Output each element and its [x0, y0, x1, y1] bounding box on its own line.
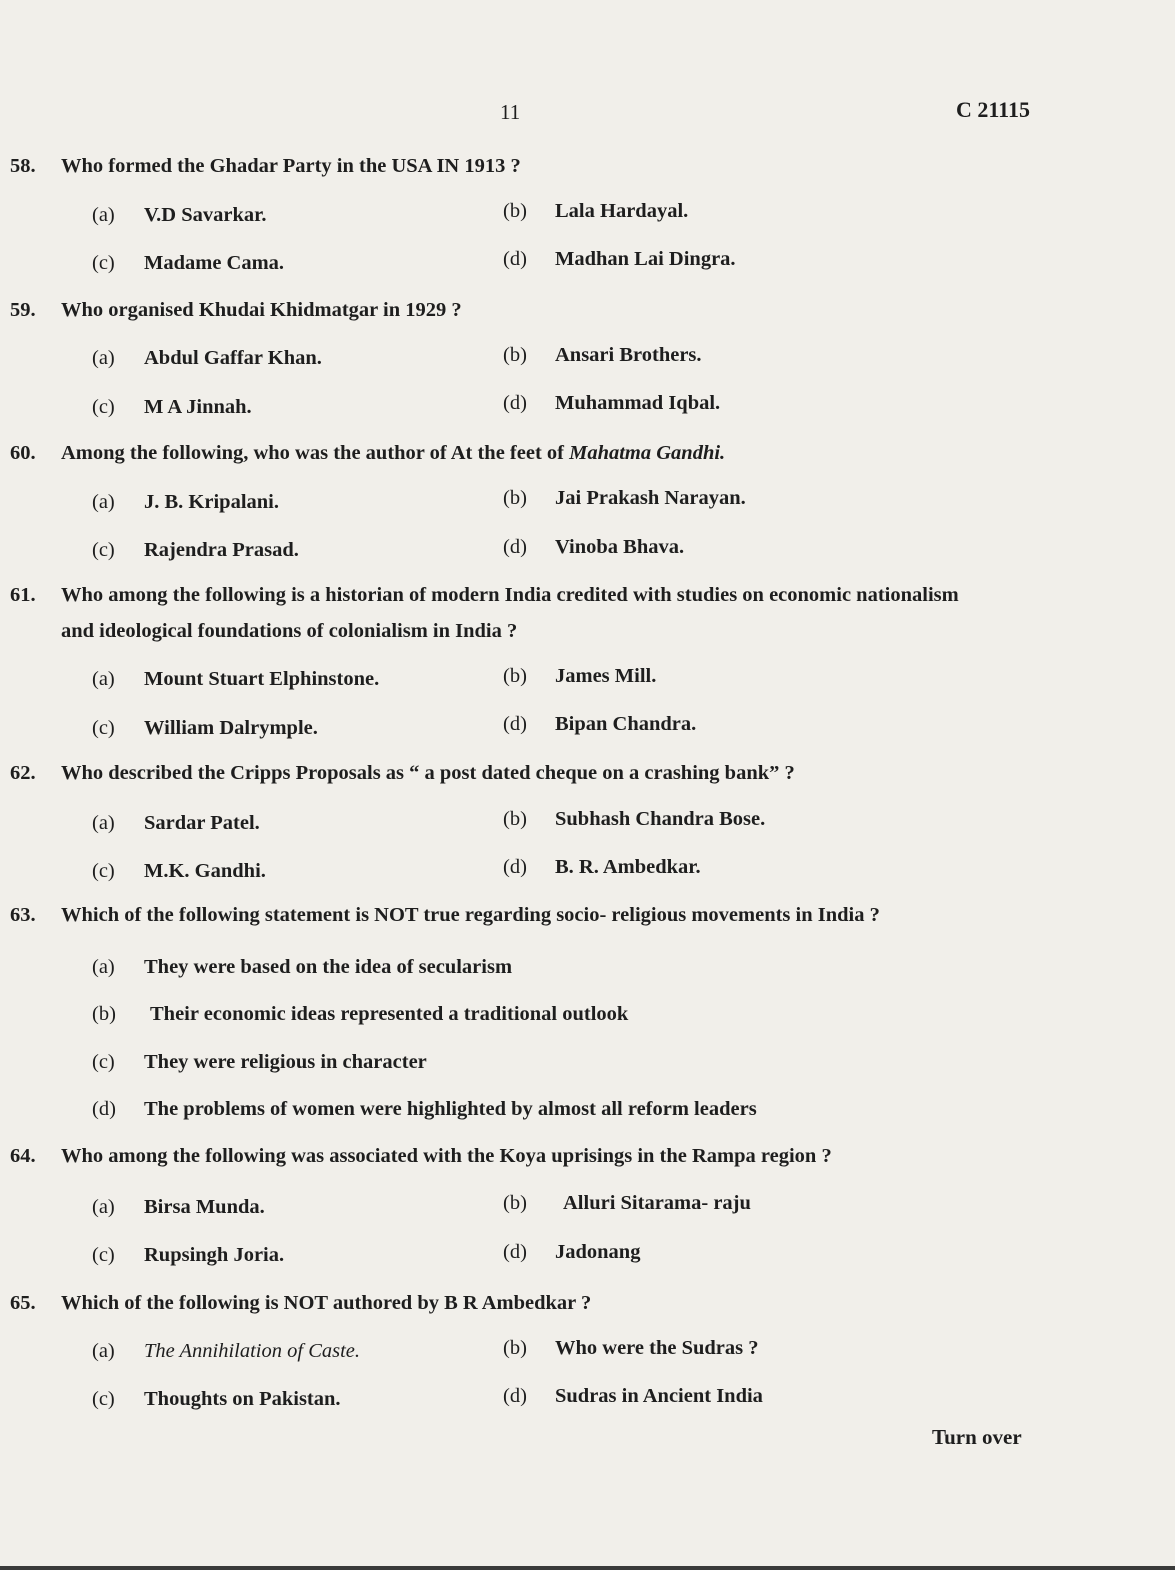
turn-over-note: Turn over	[932, 1425, 1022, 1449]
option-65-c	[92, 1388, 341, 1411]
option-64-d	[503, 1241, 640, 1264]
option-label: (d)	[503, 392, 527, 414]
option-text: J. B. Kripalani.	[144, 491, 279, 513]
question-text: Who described the Cripps Proposals as “ a post dated cheque on a crashing bank” ?	[61, 762, 795, 784]
question-58	[10, 155, 521, 178]
option-58-d	[503, 248, 736, 271]
option-label: (d)	[503, 856, 527, 878]
option-58-a	[92, 204, 266, 227]
option-text: Birsa Munda.	[144, 1196, 265, 1218]
option-label: (d)	[503, 713, 527, 735]
question-text: Which of the following statement is NOT true regarding socio- religious movements in India ?	[61, 904, 880, 926]
option-text: Thoughts on Pakistan.	[144, 1388, 341, 1410]
option-text: They were based on the idea of secularism	[144, 956, 513, 978]
option-label: (c)	[92, 717, 115, 739]
option-label: (a)	[92, 956, 115, 978]
option-59-b	[503, 344, 702, 367]
option-60-b	[503, 487, 746, 510]
question-text: Which of the following is NOT authored by B R Ambedkar ?	[61, 1292, 592, 1314]
option-label: (c)	[92, 252, 115, 274]
option-text: B. R. Ambedkar.	[555, 856, 701, 878]
option-label: (c)	[92, 1051, 115, 1073]
option-label: (a)	[92, 1196, 115, 1218]
option-62-d	[503, 856, 701, 879]
option-text: Their economic ideas represented a traditional outlook	[150, 1003, 629, 1025]
option-label: (c)	[92, 1388, 115, 1410]
option-label: (d)	[503, 248, 527, 270]
option-text: Subhash Chandra Bose.	[555, 808, 766, 830]
question-text: Who formed the Ghadar Party in the USA IN 1913 ?	[61, 155, 521, 177]
page-number: 11	[500, 100, 521, 124]
option-59-d	[503, 392, 720, 415]
option-63-a	[92, 956, 512, 979]
option-62-c	[92, 860, 266, 883]
option-text: The Annihilation of Caste.	[144, 1340, 361, 1362]
option-label: (b)	[503, 1337, 527, 1359]
option-62-a	[92, 812, 260, 835]
option-65-b	[503, 1337, 759, 1360]
option-text: Muhammad Iqbal.	[555, 392, 721, 414]
option-text: William Dalrymple.	[144, 717, 318, 739]
option-text: Bipan Chandra.	[555, 713, 697, 735]
option-label: (d)	[503, 1241, 527, 1263]
option-65-a	[92, 1340, 360, 1363]
question-61	[10, 584, 959, 607]
option-label: (b)	[503, 487, 527, 509]
option-64-a	[92, 1196, 265, 1219]
option-label: (a)	[92, 347, 115, 369]
option-text: Vinoba Bhava.	[555, 536, 685, 558]
question-number: 61.	[10, 584, 36, 606]
option-63-c	[92, 1051, 427, 1074]
option-text: Who were the Sudras ?	[555, 1337, 759, 1359]
option-58-b	[503, 200, 688, 223]
option-text: Alluri Sitarama- raju	[563, 1192, 751, 1214]
option-62-b	[503, 808, 765, 831]
question-text: Who among the following is a historian of modern India credited with studies on economic nationalism	[61, 584, 959, 606]
question-number: 64.	[10, 1145, 36, 1167]
question-text: Among the following, who was the author of At the feet of	[61, 442, 570, 464]
option-text: Rupsingh Joria.	[144, 1244, 285, 1266]
option-text: V.D Savarkar.	[144, 204, 267, 226]
option-64-c	[92, 1244, 284, 1267]
option-text: Abdul Gaffar Khan.	[144, 347, 322, 369]
option-label: (c)	[92, 860, 115, 882]
option-59-a	[92, 347, 322, 370]
option-label: (a)	[92, 668, 115, 690]
option-60-a	[92, 491, 279, 514]
option-text: Sudras in Ancient India	[555, 1385, 763, 1407]
question-number: 60.	[10, 442, 36, 464]
paper-code: C 21115	[956, 97, 1030, 122]
option-61-d	[503, 713, 696, 736]
question-text: Who among the following was associated with the Koya uprisings in the Rampa region ?	[61, 1145, 832, 1167]
option-text: M.K. Gandhi.	[144, 860, 266, 882]
option-61-c	[92, 717, 318, 740]
option-60-c	[92, 539, 299, 562]
option-text: Madame Cama.	[144, 252, 285, 274]
question-text: Who organised Khudai Khidmatgar in 1929 ?	[61, 299, 462, 321]
option-58-c	[92, 252, 284, 275]
option-label: (a)	[92, 812, 115, 834]
bottom-edge-divider	[0, 1566, 1175, 1570]
option-60-d	[503, 536, 684, 559]
option-label: (a)	[92, 204, 115, 226]
option-label: (b)	[503, 665, 527, 687]
option-label: (d)	[503, 1385, 527, 1407]
option-63-b	[92, 1003, 628, 1026]
option-text: Rajendra Prasad.	[144, 539, 299, 561]
option-text: Jadonang	[555, 1241, 641, 1263]
option-text: Ansari Brothers.	[555, 344, 702, 366]
option-text: Jai Prakash Narayan.	[555, 487, 746, 509]
option-63-d	[92, 1098, 757, 1121]
option-label: (d)	[92, 1098, 116, 1120]
question-number: 58.	[10, 155, 36, 177]
question-62	[10, 762, 795, 785]
question-61-line2: and ideological foundations of colonialism in India ?	[61, 620, 518, 642]
question-65	[10, 1292, 591, 1315]
question-59	[10, 299, 462, 322]
option-64-b	[503, 1192, 751, 1215]
option-65-d	[503, 1385, 763, 1408]
question-63	[10, 904, 880, 927]
option-label: (b)	[503, 344, 527, 366]
option-61-b	[503, 665, 656, 688]
option-label: (c)	[92, 539, 115, 561]
option-text: Madhan Lai Dingra.	[555, 248, 736, 270]
option-text: Sardar Patel.	[144, 812, 260, 834]
question-number: 59.	[10, 299, 36, 321]
option-text: Mount Stuart Elphinstone.	[144, 668, 380, 690]
question-60	[10, 442, 725, 465]
option-label: (c)	[92, 396, 115, 418]
option-label: (a)	[92, 1340, 115, 1362]
question-number: 65.	[10, 1292, 36, 1314]
option-label: (b)	[503, 1192, 527, 1214]
option-label: (b)	[503, 200, 527, 222]
option-text: James Mill.	[555, 665, 657, 687]
option-label: (a)	[92, 491, 115, 513]
option-label: (b)	[92, 1003, 116, 1025]
book-title: Mahatma Gandhi.	[569, 442, 726, 464]
option-59-c	[92, 396, 252, 419]
option-text: The problems of women were highlighted by almost all reform leaders	[144, 1098, 757, 1120]
option-label: (b)	[503, 808, 527, 830]
option-label: (c)	[92, 1244, 115, 1266]
option-label: (d)	[503, 536, 527, 558]
question-64	[10, 1145, 832, 1168]
question-number: 63.	[10, 904, 36, 926]
option-text: Lala Hardayal.	[555, 200, 689, 222]
option-61-a	[92, 668, 379, 691]
question-number: 62.	[10, 762, 36, 784]
option-text: M A Jinnah.	[144, 396, 252, 418]
option-text: They were religious in character	[144, 1051, 427, 1073]
